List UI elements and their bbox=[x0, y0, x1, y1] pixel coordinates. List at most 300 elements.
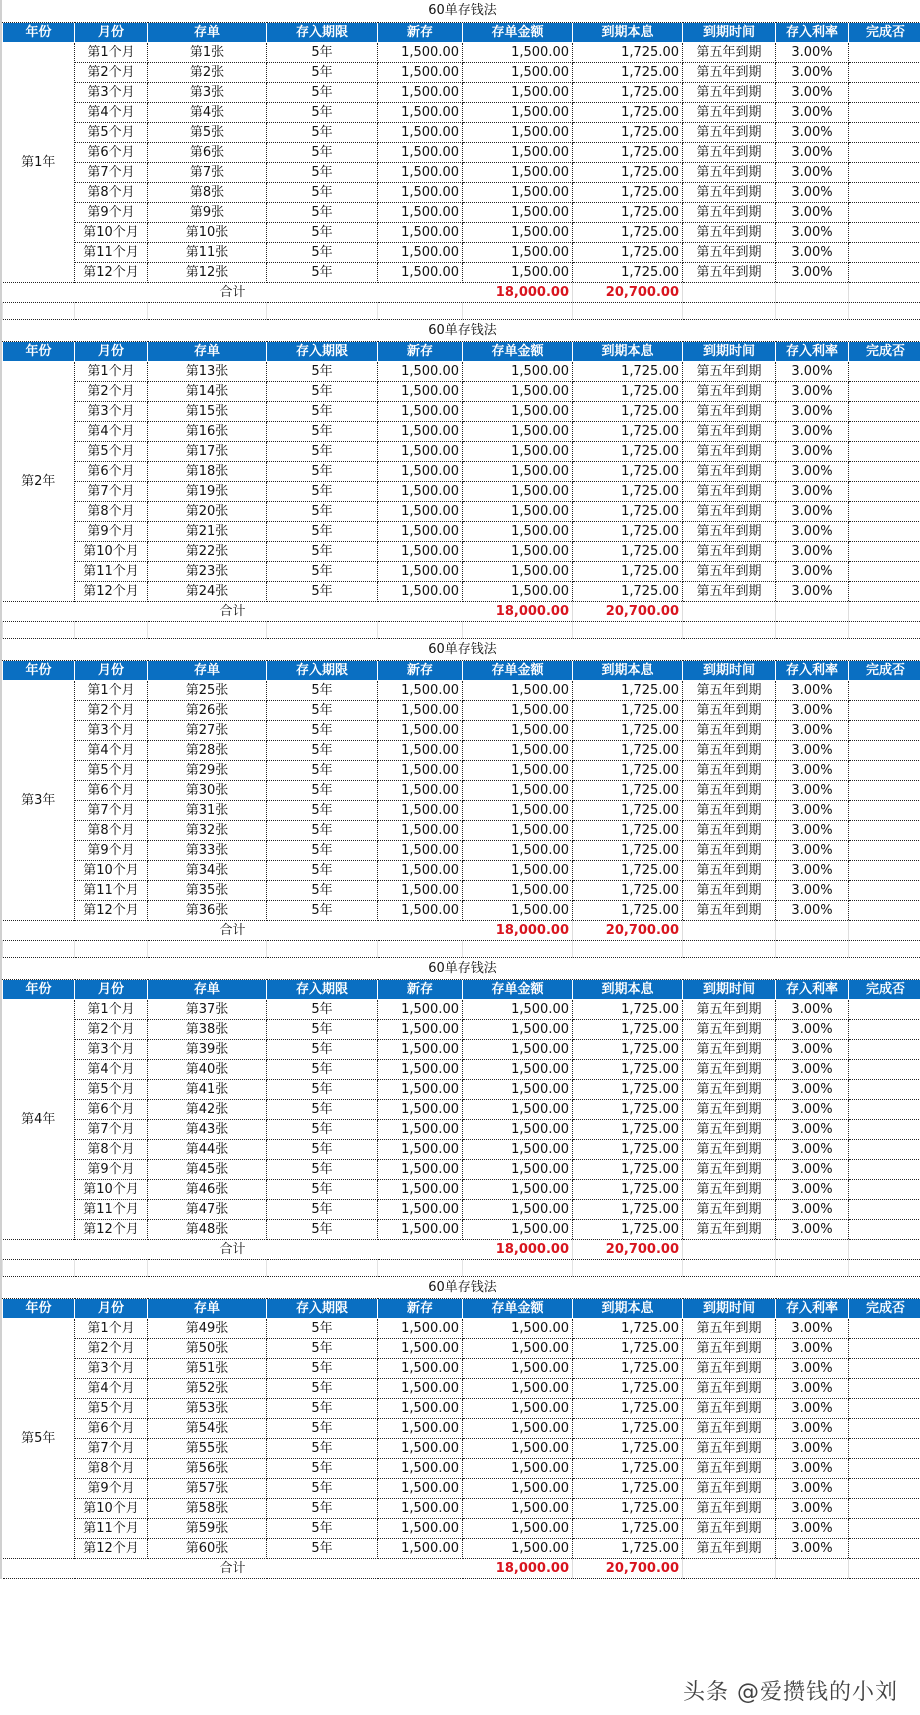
new-deposit-cell[interactable]: 1,500.00 bbox=[378, 760, 463, 780]
certificate-amount-cell[interactable]: 1,500.00 bbox=[463, 1179, 573, 1199]
column-header[interactable]: 月份 bbox=[75, 341, 148, 361]
maturity-time-cell[interactable]: 第五年到期 bbox=[683, 262, 776, 282]
maturity-amount-cell[interactable]: 1,725.00 bbox=[573, 202, 683, 222]
new-deposit-cell[interactable]: 1,500.00 bbox=[378, 780, 463, 800]
certificate-amount-cell[interactable]: 1,500.00 bbox=[463, 1358, 573, 1378]
maturity-amount-cell[interactable]: 1,725.00 bbox=[573, 102, 683, 122]
done-cell[interactable] bbox=[849, 42, 920, 62]
done-cell[interactable] bbox=[849, 1418, 920, 1438]
empty-cell[interactable] bbox=[776, 1239, 849, 1259]
done-cell[interactable] bbox=[849, 361, 920, 381]
maturity-time-cell[interactable]: 第五年到期 bbox=[683, 1139, 776, 1159]
month-cell[interactable]: 第2个月 bbox=[75, 1338, 148, 1358]
rate-cell[interactable]: 3.00% bbox=[776, 102, 849, 122]
month-cell[interactable]: 第11个月 bbox=[75, 242, 148, 262]
column-header[interactable]: 到期时间 bbox=[683, 979, 776, 999]
certificate-cell[interactable]: 第35张 bbox=[148, 880, 267, 900]
new-deposit-cell[interactable]: 1,500.00 bbox=[378, 262, 463, 282]
term-cell[interactable]: 5年 bbox=[267, 1099, 378, 1119]
month-cell[interactable]: 第6个月 bbox=[75, 780, 148, 800]
new-deposit-cell[interactable]: 1,500.00 bbox=[378, 42, 463, 62]
certificate-cell[interactable]: 第31张 bbox=[148, 800, 267, 820]
month-cell[interactable]: 第5个月 bbox=[75, 441, 148, 461]
rate-cell[interactable]: 3.00% bbox=[776, 122, 849, 142]
rate-cell[interactable]: 3.00% bbox=[776, 242, 849, 262]
certificate-amount-cell[interactable]: 1,500.00 bbox=[463, 381, 573, 401]
rate-cell[interactable]: 3.00% bbox=[776, 202, 849, 222]
rate-cell[interactable]: 3.00% bbox=[776, 1099, 849, 1119]
certificate-amount-cell[interactable]: 1,500.00 bbox=[463, 1338, 573, 1358]
certificate-cell[interactable]: 第24张 bbox=[148, 581, 267, 601]
term-cell[interactable]: 5年 bbox=[267, 900, 378, 920]
maturity-amount-cell[interactable]: 1,725.00 bbox=[573, 1199, 683, 1219]
total-certificate-amount[interactable]: 18,000.00 bbox=[463, 601, 573, 621]
maturity-amount-cell[interactable]: 1,725.00 bbox=[573, 1059, 683, 1079]
new-deposit-cell[interactable]: 1,500.00 bbox=[378, 880, 463, 900]
empty-cell[interactable] bbox=[573, 1259, 683, 1276]
month-cell[interactable]: 第8个月 bbox=[75, 1139, 148, 1159]
month-cell[interactable]: 第6个月 bbox=[75, 1099, 148, 1119]
maturity-time-cell[interactable]: 第五年到期 bbox=[683, 421, 776, 441]
maturity-amount-cell[interactable]: 1,725.00 bbox=[573, 561, 683, 581]
rate-cell[interactable]: 3.00% bbox=[776, 1139, 849, 1159]
new-deposit-cell[interactable]: 1,500.00 bbox=[378, 1139, 463, 1159]
new-deposit-cell[interactable]: 1,500.00 bbox=[378, 1059, 463, 1079]
empty-cell[interactable] bbox=[267, 940, 378, 957]
month-cell[interactable]: 第11个月 bbox=[75, 561, 148, 581]
empty-cell[interactable] bbox=[683, 1239, 776, 1259]
maturity-amount-cell[interactable]: 1,725.00 bbox=[573, 481, 683, 501]
certificate-cell[interactable]: 第1张 bbox=[148, 42, 267, 62]
done-cell[interactable] bbox=[849, 202, 920, 222]
term-cell[interactable]: 5年 bbox=[267, 242, 378, 262]
certificate-amount-cell[interactable]: 1,500.00 bbox=[463, 800, 573, 820]
certificate-cell[interactable]: 第51张 bbox=[148, 1358, 267, 1378]
new-deposit-cell[interactable]: 1,500.00 bbox=[378, 1398, 463, 1418]
done-cell[interactable] bbox=[849, 900, 920, 920]
maturity-time-cell[interactable]: 第五年到期 bbox=[683, 860, 776, 880]
certificate-amount-cell[interactable]: 1,500.00 bbox=[463, 1219, 573, 1239]
term-cell[interactable]: 5年 bbox=[267, 1478, 378, 1498]
certificate-cell[interactable]: 第27张 bbox=[148, 720, 267, 740]
term-cell[interactable]: 5年 bbox=[267, 541, 378, 561]
new-deposit-cell[interactable]: 1,500.00 bbox=[378, 1478, 463, 1498]
maturity-amount-cell[interactable]: 1,725.00 bbox=[573, 1099, 683, 1119]
new-deposit-cell[interactable]: 1,500.00 bbox=[378, 1039, 463, 1059]
term-cell[interactable]: 5年 bbox=[267, 999, 378, 1019]
empty-cell[interactable] bbox=[849, 1259, 920, 1276]
done-cell[interactable] bbox=[849, 501, 920, 521]
done-cell[interactable] bbox=[849, 1199, 920, 1219]
done-cell[interactable] bbox=[849, 1159, 920, 1179]
maturity-amount-cell[interactable]: 1,725.00 bbox=[573, 581, 683, 601]
rate-cell[interactable]: 3.00% bbox=[776, 401, 849, 421]
maturity-amount-cell[interactable]: 1,725.00 bbox=[573, 1039, 683, 1059]
month-cell[interactable]: 第12个月 bbox=[75, 1538, 148, 1558]
done-cell[interactable] bbox=[849, 1079, 920, 1099]
term-cell[interactable]: 5年 bbox=[267, 1019, 378, 1039]
rate-cell[interactable]: 3.00% bbox=[776, 42, 849, 62]
rate-cell[interactable]: 3.00% bbox=[776, 800, 849, 820]
certificate-amount-cell[interactable]: 1,500.00 bbox=[463, 262, 573, 282]
certificate-amount-cell[interactable]: 1,500.00 bbox=[463, 541, 573, 561]
done-cell[interactable] bbox=[849, 222, 920, 242]
maturity-amount-cell[interactable]: 1,725.00 bbox=[573, 361, 683, 381]
certificate-cell[interactable]: 第57张 bbox=[148, 1478, 267, 1498]
done-cell[interactable] bbox=[849, 840, 920, 860]
month-cell[interactable]: 第11个月 bbox=[75, 1518, 148, 1538]
month-cell[interactable]: 第7个月 bbox=[75, 1119, 148, 1139]
done-cell[interactable] bbox=[849, 999, 920, 1019]
month-cell[interactable]: 第7个月 bbox=[75, 1438, 148, 1458]
maturity-time-cell[interactable]: 第五年到期 bbox=[683, 1199, 776, 1219]
column-header[interactable]: 新存 bbox=[378, 341, 463, 361]
new-deposit-cell[interactable]: 1,500.00 bbox=[378, 1318, 463, 1338]
maturity-amount-cell[interactable]: 1,725.00 bbox=[573, 1538, 683, 1558]
month-cell[interactable]: 第6个月 bbox=[75, 1418, 148, 1438]
term-cell[interactable]: 5年 bbox=[267, 262, 378, 282]
maturity-time-cell[interactable]: 第五年到期 bbox=[683, 740, 776, 760]
month-cell[interactable]: 第1个月 bbox=[75, 361, 148, 381]
maturity-amount-cell[interactable]: 1,725.00 bbox=[573, 1398, 683, 1418]
maturity-time-cell[interactable]: 第五年到期 bbox=[683, 780, 776, 800]
maturity-amount-cell[interactable]: 1,725.00 bbox=[573, 1338, 683, 1358]
empty-cell[interactable] bbox=[683, 601, 776, 621]
new-deposit-cell[interactable]: 1,500.00 bbox=[378, 82, 463, 102]
done-cell[interactable] bbox=[849, 1438, 920, 1458]
term-cell[interactable]: 5年 bbox=[267, 561, 378, 581]
empty-cell[interactable] bbox=[849, 940, 920, 957]
maturity-time-cell[interactable]: 第五年到期 bbox=[683, 461, 776, 481]
term-cell[interactable]: 5年 bbox=[267, 501, 378, 521]
done-cell[interactable] bbox=[849, 1099, 920, 1119]
maturity-amount-cell[interactable]: 1,725.00 bbox=[573, 62, 683, 82]
certificate-cell[interactable]: 第6张 bbox=[148, 142, 267, 162]
empty-cell[interactable] bbox=[849, 621, 920, 638]
certificate-cell[interactable]: 第29张 bbox=[148, 760, 267, 780]
term-cell[interactable]: 5年 bbox=[267, 1538, 378, 1558]
certificate-amount-cell[interactable]: 1,500.00 bbox=[463, 680, 573, 700]
maturity-amount-cell[interactable]: 1,725.00 bbox=[573, 999, 683, 1019]
column-header[interactable]: 年份 bbox=[3, 1298, 75, 1318]
certificate-amount-cell[interactable]: 1,500.00 bbox=[463, 1019, 573, 1039]
empty-cell[interactable] bbox=[75, 1259, 148, 1276]
certificate-amount-cell[interactable]: 1,500.00 bbox=[463, 401, 573, 421]
month-cell[interactable]: 第8个月 bbox=[75, 501, 148, 521]
certificate-amount-cell[interactable]: 1,500.00 bbox=[463, 42, 573, 62]
month-cell[interactable]: 第7个月 bbox=[75, 481, 148, 501]
month-cell[interactable]: 第1个月 bbox=[75, 1318, 148, 1338]
certificate-cell[interactable]: 第52张 bbox=[148, 1378, 267, 1398]
month-cell[interactable]: 第1个月 bbox=[75, 680, 148, 700]
maturity-amount-cell[interactable]: 1,725.00 bbox=[573, 860, 683, 880]
column-header[interactable]: 完成否 bbox=[849, 660, 920, 680]
new-deposit-cell[interactable]: 1,500.00 bbox=[378, 441, 463, 461]
new-deposit-cell[interactable]: 1,500.00 bbox=[378, 122, 463, 142]
new-deposit-cell[interactable]: 1,500.00 bbox=[378, 581, 463, 601]
rate-cell[interactable]: 3.00% bbox=[776, 441, 849, 461]
maturity-time-cell[interactable]: 第五年到期 bbox=[683, 1079, 776, 1099]
maturity-amount-cell[interactable]: 1,725.00 bbox=[573, 242, 683, 262]
maturity-time-cell[interactable]: 第五年到期 bbox=[683, 1318, 776, 1338]
maturity-time-cell[interactable]: 第五年到期 bbox=[683, 1159, 776, 1179]
done-cell[interactable] bbox=[849, 581, 920, 601]
certificate-amount-cell[interactable]: 1,500.00 bbox=[463, 202, 573, 222]
term-cell[interactable]: 5年 bbox=[267, 1398, 378, 1418]
certificate-amount-cell[interactable]: 1,500.00 bbox=[463, 1159, 573, 1179]
rate-cell[interactable]: 3.00% bbox=[776, 1039, 849, 1059]
empty-cell[interactable] bbox=[849, 920, 920, 940]
column-header[interactable]: 存单金额 bbox=[463, 1298, 573, 1318]
maturity-amount-cell[interactable]: 1,725.00 bbox=[573, 262, 683, 282]
column-header[interactable]: 年份 bbox=[3, 341, 75, 361]
term-cell[interactable]: 5年 bbox=[267, 102, 378, 122]
total-label[interactable]: 合计 bbox=[3, 282, 463, 302]
maturity-amount-cell[interactable]: 1,725.00 bbox=[573, 541, 683, 561]
column-header[interactable]: 存单金额 bbox=[463, 341, 573, 361]
rate-cell[interactable]: 3.00% bbox=[776, 1019, 849, 1039]
maturity-amount-cell[interactable]: 1,725.00 bbox=[573, 840, 683, 860]
done-cell[interactable] bbox=[849, 1478, 920, 1498]
certificate-amount-cell[interactable]: 1,500.00 bbox=[463, 521, 573, 541]
rate-cell[interactable]: 3.00% bbox=[776, 1119, 849, 1139]
month-cell[interactable]: 第3个月 bbox=[75, 1039, 148, 1059]
new-deposit-cell[interactable]: 1,500.00 bbox=[378, 740, 463, 760]
done-cell[interactable] bbox=[849, 461, 920, 481]
empty-cell[interactable] bbox=[776, 1558, 849, 1578]
month-cell[interactable]: 第1个月 bbox=[75, 999, 148, 1019]
term-cell[interactable]: 5年 bbox=[267, 581, 378, 601]
term-cell[interactable]: 5年 bbox=[267, 182, 378, 202]
term-cell[interactable]: 5年 bbox=[267, 202, 378, 222]
done-cell[interactable] bbox=[849, 1538, 920, 1558]
term-cell[interactable]: 5年 bbox=[267, 461, 378, 481]
done-cell[interactable] bbox=[849, 122, 920, 142]
column-header[interactable]: 月份 bbox=[75, 1298, 148, 1318]
term-cell[interactable]: 5年 bbox=[267, 820, 378, 840]
empty-cell[interactable] bbox=[683, 1259, 776, 1276]
certificate-cell[interactable]: 第54张 bbox=[148, 1418, 267, 1438]
new-deposit-cell[interactable]: 1,500.00 bbox=[378, 700, 463, 720]
maturity-amount-cell[interactable]: 1,725.00 bbox=[573, 42, 683, 62]
done-cell[interactable] bbox=[849, 1398, 920, 1418]
new-deposit-cell[interactable]: 1,500.00 bbox=[378, 999, 463, 1019]
rate-cell[interactable]: 3.00% bbox=[776, 840, 849, 860]
maturity-amount-cell[interactable]: 1,725.00 bbox=[573, 1019, 683, 1039]
done-cell[interactable] bbox=[849, 1458, 920, 1478]
new-deposit-cell[interactable]: 1,500.00 bbox=[378, 900, 463, 920]
rate-cell[interactable]: 3.00% bbox=[776, 182, 849, 202]
new-deposit-cell[interactable]: 1,500.00 bbox=[378, 1338, 463, 1358]
empty-cell[interactable] bbox=[573, 940, 683, 957]
month-cell[interactable]: 第3个月 bbox=[75, 401, 148, 421]
column-header[interactable]: 存入期限 bbox=[267, 1298, 378, 1318]
term-cell[interactable]: 5年 bbox=[267, 42, 378, 62]
term-cell[interactable]: 5年 bbox=[267, 481, 378, 501]
month-cell[interactable]: 第10个月 bbox=[75, 1498, 148, 1518]
month-cell[interactable]: 第6个月 bbox=[75, 461, 148, 481]
rate-cell[interactable]: 3.00% bbox=[776, 1458, 849, 1478]
maturity-time-cell[interactable]: 第五年到期 bbox=[683, 880, 776, 900]
maturity-time-cell[interactable]: 第五年到期 bbox=[683, 700, 776, 720]
year-cell[interactable]: 第2年 bbox=[3, 361, 75, 601]
maturity-time-cell[interactable]: 第五年到期 bbox=[683, 501, 776, 521]
maturity-amount-cell[interactable]: 1,725.00 bbox=[573, 401, 683, 421]
done-cell[interactable] bbox=[849, 242, 920, 262]
rate-cell[interactable]: 3.00% bbox=[776, 1538, 849, 1558]
maturity-time-cell[interactable]: 第五年到期 bbox=[683, 401, 776, 421]
rate-cell[interactable]: 3.00% bbox=[776, 162, 849, 182]
done-cell[interactable] bbox=[849, 1378, 920, 1398]
maturity-time-cell[interactable]: 第五年到期 bbox=[683, 1458, 776, 1478]
maturity-time-cell[interactable]: 第五年到期 bbox=[683, 62, 776, 82]
rate-cell[interactable]: 3.00% bbox=[776, 62, 849, 82]
new-deposit-cell[interactable]: 1,500.00 bbox=[378, 1079, 463, 1099]
certificate-cell[interactable]: 第7张 bbox=[148, 162, 267, 182]
maturity-time-cell[interactable]: 第五年到期 bbox=[683, 1418, 776, 1438]
done-cell[interactable] bbox=[849, 1358, 920, 1378]
rate-cell[interactable]: 3.00% bbox=[776, 900, 849, 920]
month-cell[interactable]: 第1个月 bbox=[75, 42, 148, 62]
done-cell[interactable] bbox=[849, 700, 920, 720]
empty-cell[interactable] bbox=[378, 302, 463, 319]
term-cell[interactable]: 5年 bbox=[267, 780, 378, 800]
new-deposit-cell[interactable]: 1,500.00 bbox=[378, 102, 463, 122]
month-cell[interactable]: 第10个月 bbox=[75, 1179, 148, 1199]
maturity-time-cell[interactable]: 第五年到期 bbox=[683, 1498, 776, 1518]
maturity-time-cell[interactable]: 第五年到期 bbox=[683, 182, 776, 202]
empty-cell[interactable] bbox=[776, 302, 849, 319]
empty-cell[interactable] bbox=[776, 282, 849, 302]
term-cell[interactable]: 5年 bbox=[267, 1318, 378, 1338]
month-cell[interactable]: 第2个月 bbox=[75, 381, 148, 401]
column-header[interactable]: 存单 bbox=[148, 1298, 267, 1318]
maturity-amount-cell[interactable]: 1,725.00 bbox=[573, 1179, 683, 1199]
certificate-cell[interactable]: 第15张 bbox=[148, 401, 267, 421]
certificate-cell[interactable]: 第17张 bbox=[148, 441, 267, 461]
maturity-amount-cell[interactable]: 1,725.00 bbox=[573, 1119, 683, 1139]
certificate-amount-cell[interactable]: 1,500.00 bbox=[463, 1318, 573, 1338]
column-header[interactable]: 存入期限 bbox=[267, 22, 378, 42]
done-cell[interactable] bbox=[849, 421, 920, 441]
term-cell[interactable]: 5年 bbox=[267, 1159, 378, 1179]
certificate-cell[interactable]: 第36张 bbox=[148, 900, 267, 920]
maturity-amount-cell[interactable]: 1,725.00 bbox=[573, 82, 683, 102]
month-cell[interactable]: 第5个月 bbox=[75, 760, 148, 780]
certificate-amount-cell[interactable]: 1,500.00 bbox=[463, 860, 573, 880]
certificate-amount-cell[interactable]: 1,500.00 bbox=[463, 501, 573, 521]
maturity-amount-cell[interactable]: 1,725.00 bbox=[573, 521, 683, 541]
column-header[interactable]: 年份 bbox=[3, 660, 75, 680]
certificate-amount-cell[interactable]: 1,500.00 bbox=[463, 1538, 573, 1558]
empty-cell[interactable] bbox=[148, 940, 267, 957]
column-header[interactable]: 完成否 bbox=[849, 979, 920, 999]
done-cell[interactable] bbox=[849, 481, 920, 501]
column-header[interactable]: 存入利率 bbox=[776, 22, 849, 42]
total-maturity-amount[interactable]: 20,700.00 bbox=[573, 601, 683, 621]
month-cell[interactable]: 第12个月 bbox=[75, 900, 148, 920]
certificate-amount-cell[interactable]: 1,500.00 bbox=[463, 1518, 573, 1538]
empty-cell[interactable] bbox=[3, 940, 75, 957]
certificate-amount-cell[interactable]: 1,500.00 bbox=[463, 780, 573, 800]
column-header[interactable]: 存入利率 bbox=[776, 660, 849, 680]
total-label[interactable]: 合计 bbox=[3, 601, 463, 621]
new-deposit-cell[interactable]: 1,500.00 bbox=[378, 242, 463, 262]
month-cell[interactable]: 第11个月 bbox=[75, 1199, 148, 1219]
certificate-amount-cell[interactable]: 1,500.00 bbox=[463, 1378, 573, 1398]
done-cell[interactable] bbox=[849, 1338, 920, 1358]
term-cell[interactable]: 5年 bbox=[267, 880, 378, 900]
done-cell[interactable] bbox=[849, 82, 920, 102]
new-deposit-cell[interactable]: 1,500.00 bbox=[378, 421, 463, 441]
maturity-time-cell[interactable]: 第五年到期 bbox=[683, 242, 776, 262]
empty-cell[interactable] bbox=[683, 940, 776, 957]
maturity-time-cell[interactable]: 第五年到期 bbox=[683, 1179, 776, 1199]
rate-cell[interactable]: 3.00% bbox=[776, 1219, 849, 1239]
column-header[interactable]: 月份 bbox=[75, 660, 148, 680]
rate-cell[interactable]: 3.00% bbox=[776, 1059, 849, 1079]
maturity-time-cell[interactable]: 第五年到期 bbox=[683, 1338, 776, 1358]
new-deposit-cell[interactable]: 1,500.00 bbox=[378, 521, 463, 541]
new-deposit-cell[interactable]: 1,500.00 bbox=[378, 820, 463, 840]
maturity-time-cell[interactable]: 第五年到期 bbox=[683, 999, 776, 1019]
empty-cell[interactable] bbox=[463, 940, 573, 957]
certificate-amount-cell[interactable]: 1,500.00 bbox=[463, 700, 573, 720]
done-cell[interactable] bbox=[849, 680, 920, 700]
total-certificate-amount[interactable]: 18,000.00 bbox=[463, 1239, 573, 1259]
empty-cell[interactable] bbox=[75, 621, 148, 638]
column-header[interactable]: 新存 bbox=[378, 1298, 463, 1318]
maturity-time-cell[interactable]: 第五年到期 bbox=[683, 1478, 776, 1498]
maturity-time-cell[interactable]: 第五年到期 bbox=[683, 1119, 776, 1139]
column-header[interactable]: 存单金额 bbox=[463, 660, 573, 680]
column-header[interactable]: 完成否 bbox=[849, 1298, 920, 1318]
certificate-amount-cell[interactable]: 1,500.00 bbox=[463, 182, 573, 202]
column-header[interactable]: 到期时间 bbox=[683, 1298, 776, 1318]
term-cell[interactable]: 5年 bbox=[267, 800, 378, 820]
certificate-amount-cell[interactable]: 1,500.00 bbox=[463, 441, 573, 461]
done-cell[interactable] bbox=[849, 1059, 920, 1079]
certificate-amount-cell[interactable]: 1,500.00 bbox=[463, 581, 573, 601]
certificate-cell[interactable]: 第26张 bbox=[148, 700, 267, 720]
term-cell[interactable]: 5年 bbox=[267, 1498, 378, 1518]
empty-cell[interactable] bbox=[463, 302, 573, 319]
new-deposit-cell[interactable]: 1,500.00 bbox=[378, 541, 463, 561]
maturity-amount-cell[interactable]: 1,725.00 bbox=[573, 1159, 683, 1179]
certificate-cell[interactable]: 第12张 bbox=[148, 262, 267, 282]
rate-cell[interactable]: 3.00% bbox=[776, 461, 849, 481]
column-header[interactable]: 到期本息 bbox=[573, 22, 683, 42]
certificate-cell[interactable]: 第25张 bbox=[148, 680, 267, 700]
maturity-time-cell[interactable]: 第五年到期 bbox=[683, 162, 776, 182]
term-cell[interactable]: 5年 bbox=[267, 1338, 378, 1358]
maturity-time-cell[interactable]: 第五年到期 bbox=[683, 1358, 776, 1378]
rate-cell[interactable]: 3.00% bbox=[776, 142, 849, 162]
column-header[interactable]: 存单 bbox=[148, 22, 267, 42]
certificate-amount-cell[interactable]: 1,500.00 bbox=[463, 122, 573, 142]
maturity-amount-cell[interactable]: 1,725.00 bbox=[573, 820, 683, 840]
month-cell[interactable]: 第10个月 bbox=[75, 860, 148, 880]
certificate-amount-cell[interactable]: 1,500.00 bbox=[463, 62, 573, 82]
new-deposit-cell[interactable]: 1,500.00 bbox=[378, 461, 463, 481]
new-deposit-cell[interactable]: 1,500.00 bbox=[378, 381, 463, 401]
maturity-amount-cell[interactable]: 1,725.00 bbox=[573, 1498, 683, 1518]
certificate-cell[interactable]: 第32张 bbox=[148, 820, 267, 840]
new-deposit-cell[interactable]: 1,500.00 bbox=[378, 202, 463, 222]
certificate-cell[interactable]: 第4张 bbox=[148, 102, 267, 122]
term-cell[interactable]: 5年 bbox=[267, 1039, 378, 1059]
certificate-amount-cell[interactable]: 1,500.00 bbox=[463, 1079, 573, 1099]
